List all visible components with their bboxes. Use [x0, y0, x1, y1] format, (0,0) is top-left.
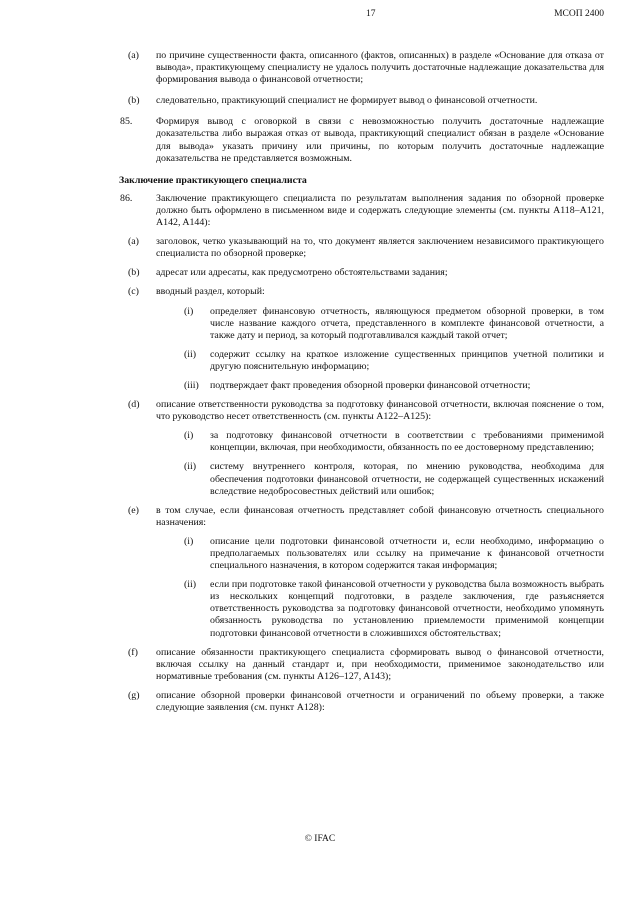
- paragraph-text: описание ответственности руководства за подготовку финансовой отчетности, включая пояснение о том, что руководство несет ответственность (см. пункты A122–A125):: [156, 399, 604, 423]
- paragraph-p86b: [120, 267, 604, 279]
- section-heading: Заключение практикующего специалиста: [119, 174, 307, 186]
- paragraph-p85: [120, 116, 604, 164]
- item-marker: (b): [128, 267, 140, 279]
- paragraph-p86d-i: [120, 430, 604, 454]
- paragraph-text: в том случае, если финансовая отчетность представляет собой финансовую отчетность специального назначения:: [156, 504, 604, 528]
- paragraph-p86c-iii: [120, 380, 604, 392]
- paragraph-p84a: [120, 50, 604, 86]
- paragraph-text: по причине существенности факта, описанного (фактов, описанных) в разделе «Основание для отказа от вывода», практикующему специалисту не удалось получить достаточные надлежащие доказательства для формирования вывода о финансовой отчетности;: [156, 50, 604, 86]
- paragraph-text: описание цели подготовки финансовой отчетности и, если необходимо, информацию о предполагаемых пользователях или ссылку на примечание к финансовой отчетности специального назначения, в котором содержится такая информация;: [210, 535, 604, 572]
- item-marker: (i): [184, 430, 194, 442]
- paragraph-text: определяет финансовую отчетность, являющуюся предметом обзорной проверки, в том числе название каждого отчета, представленного в комплекте финансовой отчетности, а также дату и период, за который подготавливался каждый такой отчет;: [210, 305, 604, 341]
- paragraph-text: за подготовку финансовой отчетности в соответствии с требованиями применимой концепции, включая, при необходимости, обязанность по ее достоверному представлению;: [210, 430, 604, 454]
- item-marker: (b): [128, 95, 140, 107]
- paragraph-text: заголовок, четко указывающий на то, что документ является заключением независимого практикующего специалиста по обзорной проверке;: [156, 236, 604, 260]
- paragraph-p86g: [120, 690, 604, 714]
- item-marker: (ii): [184, 461, 197, 473]
- paragraph-text: подтверждает факт проведения обзорной проверки финансовой отчетности;: [210, 379, 531, 391]
- page-number: 17: [366, 9, 376, 19]
- paragraph-p86: [120, 193, 604, 229]
- paragraph-p86e-ii: [120, 579, 604, 639]
- paragraph-text: систему внутреннего контроля, которая, по мнению руководства, необходима для обеспечения подготовки финансовой отчетности, не содержащей существенных искажений вследствие недобросовестных действий или ошибок;: [210, 461, 604, 497]
- paragraph-p86c-i: [120, 306, 604, 342]
- paragraph-p86d: [120, 399, 604, 423]
- paragraph-text: следовательно, практикующий специалист не формирует вывод о финансовой отчетности.: [156, 95, 538, 107]
- paragraph-text: Заключение практикующего специалиста по результатам выполнения задания по обзорной проверке должно быть оформлено в письменном виде и содержать следующие элементы (см. пункты A118–A121, A142, A144):: [156, 192, 604, 229]
- item-marker: (f): [128, 646, 138, 658]
- item-marker: (d): [128, 399, 140, 411]
- paragraph-text: Формируя вывод с оговоркой в связи с невозможностью получить достаточные надлежащие доказательства либо выражая отказ от вывода, практикующий специалист обязан в разделе «Основание для вывода» указать причину или причины, по которым получить достаточные надлежащие доказательства не представляется возможным.: [156, 116, 604, 164]
- paragraph-p86f: [120, 647, 604, 683]
- paragraph-p86a: [120, 236, 604, 260]
- item-marker: (i): [184, 535, 194, 547]
- standard-code: МСОП 2400: [554, 9, 604, 19]
- item-marker: (a): [128, 236, 139, 248]
- page-footer: © IFAC: [304, 834, 336, 844]
- item-marker: (iii): [184, 379, 199, 391]
- paragraph-text: содержит ссылку на краткое изложение существенных принципов учетной политики и другую пояснительную информацию;: [210, 348, 604, 372]
- item-marker: (a): [128, 50, 139, 61]
- paragraph-text: вводный раздел, который:: [156, 286, 265, 298]
- paragraph-p86d-ii: [120, 461, 604, 497]
- item-marker: (c): [128, 286, 139, 298]
- paragraph-text: описание обязанности практикующего специалиста сформировать вывод о финансовой отчетности, включая ссылку на данный стандарт и, при необходимости, применимое законодательство или нормативные требования (см. пункты A126–127, A143);: [156, 646, 604, 682]
- paragraph-text: адресат или адресаты, как предусмотрено обстоятельствами задания;: [156, 267, 448, 279]
- document-body: [120, 50, 604, 714]
- item-marker: 85.: [120, 116, 133, 128]
- item-marker: (g): [128, 689, 140, 701]
- item-marker: (e): [128, 504, 139, 516]
- paragraph-text: описание обзорной проверки финансовой отчетности и ограничений по объему проверки, а также следующие заявления (см. пункт A128):: [156, 689, 604, 714]
- paragraph-p86e: [120, 505, 604, 529]
- paragraph-p84b: [120, 95, 604, 107]
- page-header: [0, 9, 640, 23]
- item-marker: (i): [184, 305, 194, 317]
- paragraph-p86c-ii: [120, 349, 604, 373]
- paragraph-text: если при подготовке такой финансовой отчетности у руководства была возможность выбрать из нескольких концепций подготовки, в разделе заключения, где разъясняется ответственность руководства за подготовку финансовой отчетности, необходимо упомянуть обязанность руководства по установлению приемлемости применимой концепции подготовки финансовой отчетности в сложившихся обстоятельствах;: [210, 579, 604, 639]
- item-marker: (ii): [184, 348, 197, 360]
- item-marker: (ii): [184, 579, 197, 591]
- paragraph-p86c: [120, 286, 604, 298]
- paragraph-p86e-i: [120, 536, 604, 572]
- item-marker: 86.: [120, 192, 133, 204]
